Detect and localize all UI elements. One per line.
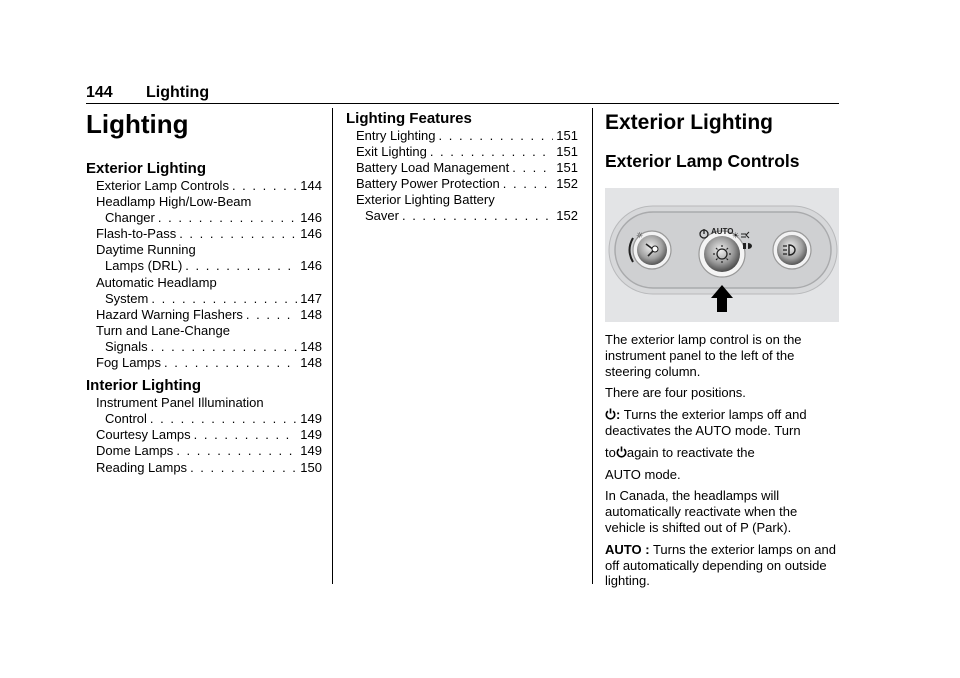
toc-page-number: 151 [556, 128, 578, 143]
toc-page-number: 146 [300, 210, 322, 226]
paragraph: There are four positions. [605, 385, 746, 401]
toc-leader-dots [229, 178, 297, 194]
toc-entry-title: Headlamp High/Low-Beam [96, 194, 252, 210]
toc-entry-title: Flash-to-Pass [96, 226, 177, 242]
main-content-column [605, 108, 839, 589]
column-divider [592, 108, 593, 584]
paragraph [605, 445, 839, 461]
toc-entry-title: Changer [105, 210, 155, 226]
toc-entry[interactable] [96, 242, 322, 274]
toc-heading: Interior Lighting [86, 377, 201, 395]
toc-entry-title: Saver [365, 208, 399, 224]
toc-entry[interactable] [356, 128, 578, 144]
toc-entry[interactable] [356, 176, 578, 192]
toc-page-number: 152 [556, 176, 578, 192]
power-off-icon [616, 446, 627, 458]
page-number: 144 [86, 84, 113, 101]
toc-entry-title: Dome Lamps [96, 443, 174, 459]
toc-entry-title: Turn and Lane-Change [96, 322, 230, 338]
svg-text:☀: ☀ [732, 231, 740, 240]
paragraph-lead: AUTO : [605, 541, 650, 557]
paragraph-text: again to reactivate the [626, 444, 755, 460]
toc-leader-dots [509, 160, 553, 176]
toc-leader-dots [148, 339, 298, 355]
toc-entry-title: Exterior Lamp Controls [96, 178, 229, 193]
paragraph [605, 542, 839, 589]
toc-entry-title: Control [105, 411, 147, 427]
column-divider [332, 108, 333, 584]
toc-leader-dots [243, 307, 297, 323]
toc-page-number: 148 [300, 338, 322, 354]
paragraph: AUTO mode. [605, 466, 681, 482]
toc-leader-dots [436, 128, 554, 144]
toc-page-number: 150 [300, 459, 322, 475]
toc-entry[interactable] [96, 275, 322, 307]
toc-entry[interactable] [356, 144, 578, 160]
toc-entry-title: Instrument Panel Illumination [96, 395, 264, 411]
paragraph-text: to [605, 444, 616, 460]
toc-entry[interactable] [96, 323, 322, 355]
toc-leader-dots [173, 443, 297, 459]
toc-entry[interactable] [96, 226, 322, 242]
toc-entry-title: Battery Power Protection [356, 176, 500, 192]
toc-entry[interactable] [96, 395, 322, 427]
paragraph-lead: : [616, 407, 621, 423]
toc-entry[interactable] [96, 194, 322, 226]
toc-column-1 [86, 108, 322, 476]
toc-page-number: 148 [300, 355, 322, 371]
toc-list [346, 128, 578, 225]
toc-leader-dots [176, 226, 297, 242]
toc-page-number: 149 [300, 427, 322, 443]
toc-leader-dots [427, 144, 553, 160]
toc-leader-dots [161, 355, 297, 371]
toc-entry-title: Lamps (DRL) [105, 258, 183, 274]
toc-leader-dots [399, 208, 553, 224]
paragraph-text: Turns the exterior lamps on and off automatically depending on outside lighting. [605, 541, 836, 589]
toc-entry-title: Exterior Lighting Battery [356, 192, 495, 208]
toc-entry[interactable] [96, 178, 322, 194]
toc-leader-dots [191, 427, 298, 443]
paragraph-text: Turns the exterior lamps off and deactivates the AUTO mode. Turn [605, 407, 807, 438]
toc-entry[interactable] [356, 192, 578, 224]
lamp-control-figure [605, 188, 839, 322]
toc-entry[interactable] [96, 427, 322, 443]
toc-entry[interactable] [96, 460, 322, 476]
toc-leader-dots [147, 411, 297, 427]
toc-entry-title: Courtesy Lamps [96, 427, 191, 443]
toc-list [86, 178, 322, 371]
fog-lamp-button [773, 231, 811, 269]
toc-entry-title: Hazard Warning Flashers [96, 306, 243, 322]
toc-page-number: 146 [300, 226, 322, 242]
toc-page-number: 144 [300, 178, 322, 193]
toc-leader-dots [148, 291, 297, 307]
toc-entry-title: Automatic Headlamp [96, 274, 217, 290]
toc-page-number: 148 [300, 306, 322, 322]
toc-entry-title: Daytime Running [96, 242, 196, 258]
power-off-icon [605, 408, 616, 420]
toc-leader-dots [500, 176, 554, 192]
toc-entry-title: Reading Lamps [96, 459, 188, 475]
toc-entry-title: Entry Lighting [356, 128, 436, 143]
toc-column-2 [346, 110, 578, 225]
toc-entry[interactable] [96, 355, 322, 371]
toc-leader-dots [187, 460, 297, 476]
toc-entry-title: Signals [105, 338, 148, 354]
page-header [86, 84, 839, 104]
svg-text:☼: ☼ [636, 231, 644, 240]
toc-entry-title: System [105, 290, 149, 306]
toc-entry-title: Fog Lamps [96, 355, 162, 371]
lamp-control-illustration [605, 188, 839, 322]
section-heading: Exterior Lighting [605, 111, 773, 134]
toc-entry-title: Battery Load Management [356, 160, 510, 176]
chapter-title: Lighting [86, 109, 189, 139]
toc-list [86, 395, 322, 475]
subsection-heading: Exterior Lamp Controls [605, 151, 800, 171]
toc-page-number: 149 [300, 443, 322, 459]
paragraph: The exterior lamp control is on the instrument panel to the left of the steering column. [605, 332, 802, 379]
toc-entry-title: Exit Lighting [356, 144, 427, 160]
toc-page-number: 149 [300, 411, 322, 427]
toc-heading: Exterior Lighting [86, 160, 206, 177]
toc-entry[interactable] [96, 307, 322, 323]
paragraph [605, 407, 839, 439]
toc-page-number: 151 [556, 160, 578, 176]
toc-page-number: 151 [556, 144, 578, 160]
running-section-title: Lighting [146, 84, 210, 101]
auto-label: AUTO [711, 227, 734, 236]
paragraph: In Canada, the headlamps will automatically reactivate when the vehicle is shifted out of P (Park). [605, 488, 798, 535]
toc-heading: Lighting Features [346, 110, 472, 127]
toc-leader-dots [182, 258, 297, 274]
toc-entry[interactable] [356, 160, 578, 176]
toc-page-number: 146 [300, 258, 322, 274]
toc-page-number: 147 [300, 290, 322, 306]
toc-leader-dots [155, 210, 297, 226]
toc-entry[interactable] [96, 443, 322, 459]
toc-page-number: 152 [556, 208, 578, 224]
